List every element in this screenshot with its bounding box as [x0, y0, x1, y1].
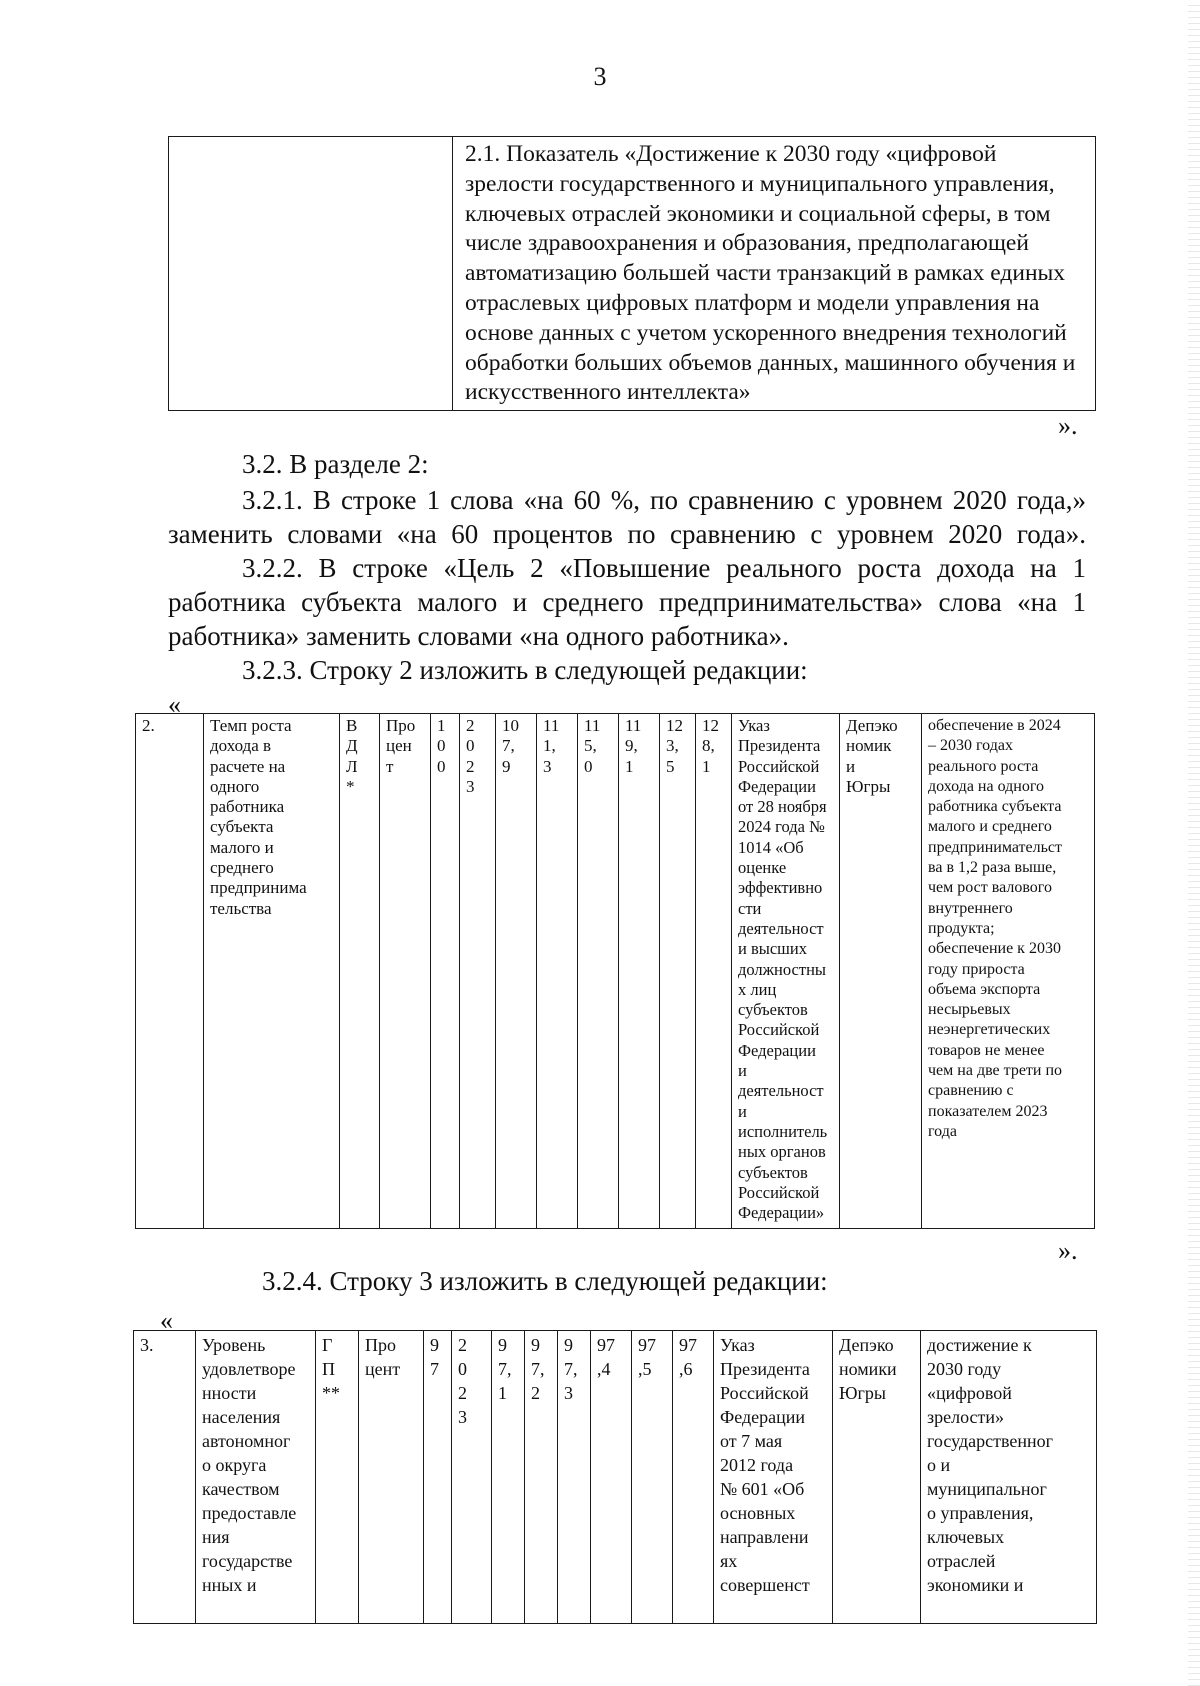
value-cell — [619, 714, 660, 1229]
cell-line: работника субъекта — [928, 798, 1062, 816]
cell-line: В — [346, 716, 358, 735]
value-cell — [673, 1331, 714, 1624]
cell-line: Депэко — [839, 1335, 894, 1355]
cell-line: продукта; — [928, 919, 995, 937]
cell-line: П — [322, 1359, 335, 1379]
cell-line: эффективно — [738, 878, 823, 898]
cell-line: номики — [839, 1359, 897, 1379]
cell-line: 2012 года — [720, 1455, 794, 1475]
cell-line: Указ — [738, 716, 770, 735]
cell-line: обеспечение в 2024 — [928, 717, 1061, 734]
cell-line: Л — [346, 756, 358, 776]
cell-line: совершенст — [720, 1575, 810, 1595]
value-cell — [558, 1331, 591, 1624]
paragraph-line: работника субъекта малого и среднего предпринимательства» слова «на 1 — [168, 587, 1086, 617]
cell-line: 9 — [564, 1335, 573, 1355]
opening-quote: « — [160, 1306, 173, 1335]
cell-line: ** — [322, 1383, 340, 1403]
cell-line: товаров не менее — [928, 1041, 1045, 1059]
cell-line: Депэко — [846, 716, 898, 735]
cell-line: малого и среднего — [928, 818, 1052, 836]
cell-line: реального роста — [928, 757, 1039, 775]
cell-line: х лиц — [738, 979, 777, 999]
cell-line: 1 — [437, 716, 446, 735]
cell-line: 12 — [666, 716, 683, 735]
cell-line: 12 — [702, 716, 719, 735]
cell-line: и высших — [738, 939, 807, 959]
paragraph-line: 3.2.3. Строку 2 изложить в следующей редакции: — [242, 655, 808, 685]
cell-line: о округа — [202, 1455, 267, 1475]
cell-line: – 2030 годах — [928, 737, 1013, 755]
cell-line: 2 — [531, 1383, 540, 1403]
cell-line: чем на две трети по — [928, 1062, 1063, 1080]
cell-line: 9 — [498, 1335, 507, 1355]
cell-line: ях — [720, 1551, 738, 1571]
responsible-cell — [840, 714, 922, 1229]
national-goal-cell — [921, 1331, 1097, 1624]
value-cell — [578, 714, 619, 1229]
cell-line: 2 — [458, 1383, 467, 1403]
text-line: ключевых отраслей экономики и социальной сферы, в том — [465, 200, 1051, 227]
indicator-table — [168, 136, 1096, 411]
national-goal-cell — [922, 714, 1095, 1229]
row-number-cell — [134, 1331, 196, 1624]
paragraph-line: 3.2.2. В строке «Цель 2 «Повышение реального роста дохода на 1 — [242, 553, 1086, 583]
cell-line: показателем 2023 — [928, 1102, 1048, 1120]
cell-line: от 7 мая — [720, 1431, 783, 1451]
cell-line: 9 — [430, 1335, 439, 1355]
cell-line: 7 — [430, 1359, 439, 1379]
value-cell — [537, 714, 578, 1229]
cell-line: сти — [738, 898, 762, 918]
cell-line: направлени — [720, 1527, 809, 1547]
base-value-cell — [431, 714, 460, 1229]
cell-line: Г — [322, 1335, 333, 1355]
cell-line: нности — [202, 1383, 257, 1403]
cell-line: 10 — [502, 716, 519, 735]
cell-line: государственног — [927, 1431, 1054, 1451]
cell-line: 8, — [702, 736, 715, 756]
unit-cell — [359, 1331, 424, 1624]
cell-line: 7, — [564, 1359, 578, 1379]
cell-line: 97 — [597, 1335, 615, 1355]
cell-line: 3 — [458, 1407, 467, 1427]
cell-line: ва в 1,2 раза выше, — [928, 859, 1057, 877]
cell-line: ,6 — [679, 1359, 693, 1379]
cell-line: 2 — [458, 1335, 467, 1355]
page-number: 3 — [593, 62, 607, 91]
value-cell — [496, 714, 537, 1229]
cell-line: государстве — [202, 1551, 293, 1571]
cell-line: ключевых — [927, 1527, 1005, 1547]
row-3-table — [133, 1330, 1097, 1624]
cell-line: дохода в — [210, 736, 272, 756]
cell-line: 9 — [502, 756, 511, 776]
cell-line: малого и — [210, 837, 274, 857]
cell-line: 1, — [543, 736, 556, 756]
paragraph-line: заменить словами «на 60 процентов по сравнению с уровнем 2020 года». — [168, 519, 1086, 549]
paragraph-line: 3.2.4. Строку 3 изложить в следующей редакции: — [262, 1266, 828, 1296]
base-year-cell — [452, 1331, 492, 1624]
cell-line: отраслей — [927, 1551, 996, 1571]
cell-line: работника — [210, 797, 285, 817]
cell-line: года — [928, 1122, 957, 1140]
cell-line: автономног — [202, 1431, 291, 1451]
cell-line: Про — [365, 1335, 396, 1355]
cell-line: деятельност — [738, 918, 824, 938]
cell-line: и — [738, 1061, 747, 1081]
level-cell — [340, 714, 380, 1229]
cell-line: 0 — [437, 736, 446, 756]
cell-line: 7, — [498, 1359, 512, 1379]
cell-line: «цифровой — [927, 1383, 1012, 1403]
cell-line: 7, — [502, 736, 515, 756]
indicator-name-cell — [196, 1331, 316, 1624]
cell-line: 2 — [466, 716, 475, 735]
base-year-cell — [460, 714, 496, 1229]
cell-line: цен — [386, 736, 412, 756]
cell-line: 11 — [625, 716, 642, 735]
cell-line: ,4 — [597, 1359, 611, 1379]
cell-line: предпринима — [210, 878, 307, 898]
text-line: автоматизацию большей части транзакций в рамках единых — [465, 260, 1066, 287]
cell-line: 11 — [543, 716, 560, 735]
text-line: основе данных с учетом ускоренного внедрения технологий — [465, 319, 1067, 346]
cell-line: одного — [210, 776, 260, 796]
cell-line: 11 — [584, 716, 601, 735]
text-line: зрелости государственного и муниципального управления, — [465, 170, 1055, 197]
cell-line: 3 — [564, 1383, 573, 1403]
cell-line: 1014 «Об — [738, 837, 804, 857]
scan-edge-artifact — [1188, 0, 1200, 1686]
cell-line: 9, — [625, 736, 638, 756]
text-line: искусственного интеллекта» — [465, 379, 751, 406]
cell-line: 0 — [584, 756, 593, 776]
cell-line: основных — [720, 1503, 796, 1523]
cell-line: 0 — [466, 736, 475, 756]
cell-line: 9 — [531, 1335, 540, 1355]
cell-line: Темп роста — [210, 716, 292, 735]
cell-line: 0 — [458, 1359, 467, 1379]
cell-line: субъектов — [738, 1000, 808, 1020]
unit-cell — [380, 714, 431, 1229]
cell-line: Д — [346, 736, 358, 756]
cell-line: 0 — [437, 756, 446, 776]
empty-cell — [169, 137, 453, 411]
opening-quote: « — [168, 690, 181, 719]
cell-line: 97 — [679, 1335, 697, 1355]
cell-line: среднего — [210, 858, 274, 878]
cell-line: и — [846, 756, 856, 776]
cell-line: оценке — [738, 858, 787, 878]
value-cell — [525, 1331, 558, 1624]
cell-line: экономики и — [927, 1575, 1024, 1595]
legal-basis-cell — [714, 1331, 833, 1624]
cell-line: Уровень — [202, 1335, 266, 1355]
cell-line: году прироста — [928, 960, 1025, 978]
cell-line: расчете на — [210, 756, 286, 776]
text-line: отраслевых цифровых платформ и модели управления на — [465, 289, 1040, 316]
cell-line: 2030 году — [927, 1359, 1002, 1379]
cell-line: Президента — [738, 736, 821, 756]
cell-line: о управления, — [927, 1503, 1034, 1523]
cell-line: Российской — [738, 756, 820, 776]
cell-line: номик — [846, 736, 892, 756]
cell-line: 2024 года № — [738, 817, 825, 837]
cell-line: качеством — [202, 1479, 280, 1499]
value-cell — [591, 1331, 632, 1624]
cell-line: удовлетворе — [202, 1359, 296, 1379]
cell-line: исполнитель — [738, 1121, 828, 1141]
cell-line: о и — [927, 1455, 951, 1475]
cell-line: № 601 «Об — [720, 1479, 805, 1499]
cell-line: нных и — [202, 1575, 257, 1595]
text-line: обработки больших объемов данных, машинного обучения и — [465, 349, 1076, 376]
legal-basis-cell — [732, 714, 840, 1229]
cell-line: 3 — [466, 776, 475, 796]
row-number: 2. — [142, 716, 155, 735]
cell-line: предпринимательст — [928, 838, 1063, 856]
text-line: числе здравоохранения и образования, предполагающей — [465, 230, 1029, 257]
cell-line: Югры — [839, 1383, 886, 1403]
cell-line: ных органов — [738, 1142, 826, 1162]
row-number-cell — [136, 714, 204, 1229]
cell-line: дохода на одного — [928, 777, 1044, 795]
row-2-table — [135, 713, 1095, 1229]
value-cell — [492, 1331, 525, 1624]
cell-line: Указ — [720, 1335, 755, 1355]
level-cell — [316, 1331, 359, 1624]
cell-line: зрелости» — [927, 1407, 1005, 1427]
paragraph-line: 3.2.1. В строке 1 слова «на 60 %, по сравнению с уровнем 2020 года,» — [242, 485, 1086, 515]
cell-line: Российской — [738, 1020, 820, 1040]
paragraph-line: работника» заменить словами «на одного работника». — [168, 621, 789, 651]
row-number: 3. — [140, 1335, 154, 1355]
cell-line: 1 — [498, 1383, 507, 1403]
cell-line: субъекта — [210, 817, 274, 837]
closing-quote: ». — [1058, 411, 1078, 440]
cell-line: Про — [386, 716, 416, 735]
responsible-cell — [833, 1331, 921, 1624]
cell-line: обеспечение к 2030 — [928, 940, 1061, 958]
cell-line: 1 — [625, 756, 634, 776]
cell-line: муниципальног — [927, 1479, 1047, 1499]
section-heading: 3.2. В разделе 2: — [242, 449, 429, 479]
value-cell — [632, 1331, 673, 1624]
text-line: 2.1. Показатель «Достижение к 2030 году «цифровой — [465, 141, 997, 167]
cell-line: т — [386, 756, 394, 776]
cell-line: чем рост валового — [928, 879, 1052, 897]
cell-line: сравнению с — [928, 1082, 1014, 1100]
cell-line: * — [346, 776, 355, 796]
cell-line: 97 — [638, 1335, 656, 1355]
base-value-cell — [424, 1331, 452, 1624]
value-cell — [660, 714, 696, 1229]
cell-line: 2 — [466, 756, 475, 776]
cell-line: 7, — [531, 1359, 545, 1379]
cell-line: неэнергетических — [928, 1021, 1051, 1039]
cell-line: 5 — [666, 756, 675, 776]
cell-line: Российской — [720, 1383, 809, 1403]
cell-line: от 28 ноября — [738, 797, 827, 817]
cell-line: 3 — [543, 756, 552, 776]
cell-line: предоставле — [202, 1503, 297, 1523]
cell-line: деятельност — [738, 1081, 824, 1101]
closing-quote: ». — [1058, 1236, 1078, 1265]
cell-line: и — [738, 1101, 747, 1121]
cell-line: населения — [202, 1407, 281, 1427]
cell-line: Федерации — [720, 1407, 806, 1427]
cell-line: ,5 — [638, 1359, 652, 1379]
cell-line: 5, — [584, 736, 597, 756]
cell-line: Российской — [738, 1182, 820, 1202]
cell-line: несырьевых — [928, 1001, 1011, 1019]
cell-line: Югры — [846, 776, 891, 796]
cell-line: ния — [202, 1527, 230, 1547]
cell-line: должностны — [738, 959, 827, 979]
indicator-name-cell — [204, 714, 340, 1229]
indicator-description-cell — [453, 137, 1096, 411]
cell-line: цент — [365, 1359, 401, 1379]
cell-line: Федерации — [738, 1040, 816, 1060]
cell-line: достижение к — [927, 1335, 1032, 1355]
cell-line: объема экспорта — [928, 980, 1041, 998]
cell-line: 1 — [702, 756, 711, 776]
cell-line: Федерации — [738, 776, 816, 796]
value-cell — [696, 714, 732, 1229]
cell-line: внутреннего — [928, 899, 1013, 917]
cell-line: Федерации» — [738, 1203, 825, 1223]
cell-line: субъектов — [738, 1162, 808, 1182]
cell-line: 3, — [666, 736, 679, 756]
cell-line: тельства — [210, 898, 272, 918]
cell-line: Президента — [720, 1359, 810, 1379]
